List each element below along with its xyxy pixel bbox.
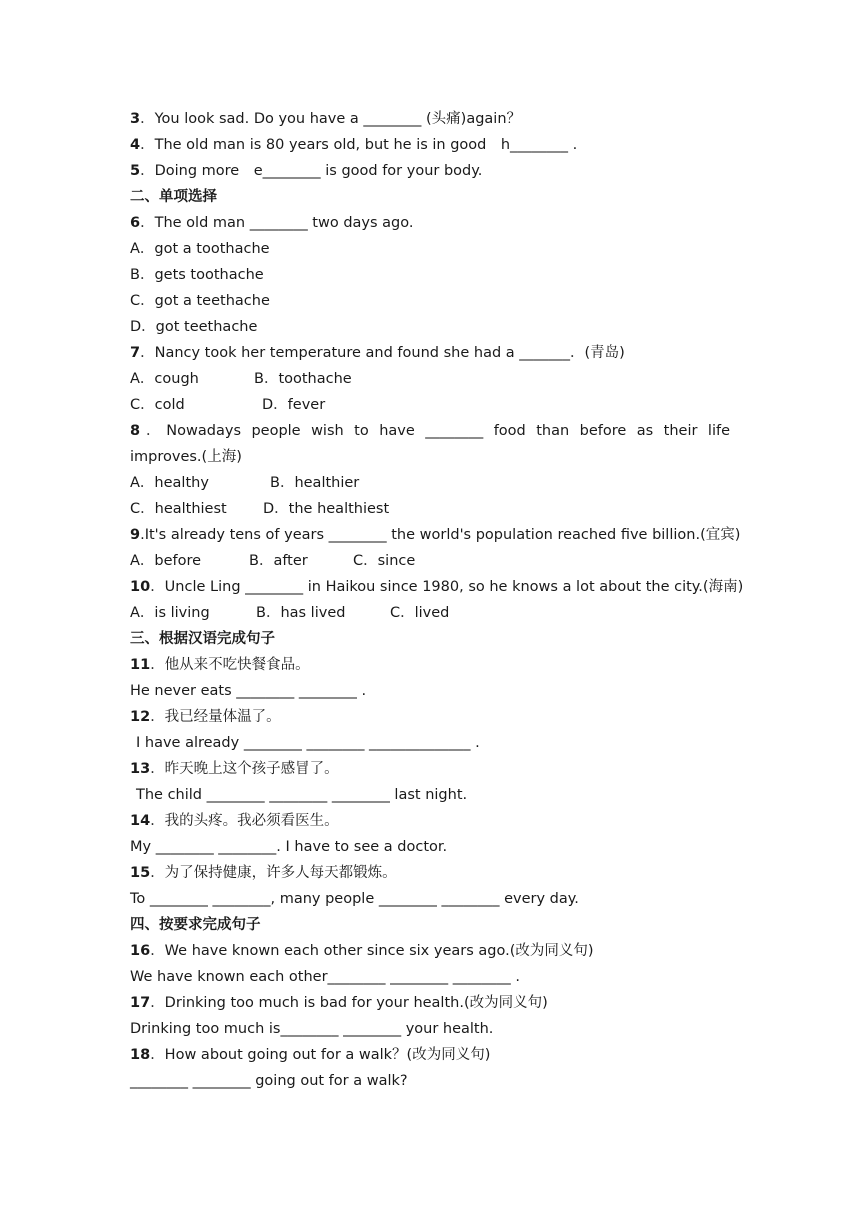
q10-option-a: A．is living — [130, 605, 210, 621]
q6-option-c: C．got a teethache — [130, 293, 270, 309]
answer-18: ________ ________ going out for a walk? — [130, 1073, 408, 1089]
answer-13: The child ________ ________ ________ last night. — [136, 787, 468, 803]
q9-option-c: C．since — [353, 553, 416, 569]
answer-17: Drinking too much is________ ________ your health. — [130, 1021, 494, 1037]
q9-option-a: A．before — [130, 553, 202, 569]
answer-16: We have known each other________ ________ ________ . — [130, 969, 520, 985]
answer-12: I have already ________ ________ ______________ . — [136, 735, 480, 751]
q7-option-c: C．cold — [130, 397, 185, 413]
q6-option-a: A．got a toothache — [130, 241, 270, 257]
section-title-rewrite: 四、按要求完成句子 — [130, 917, 261, 933]
question-15: 15．为了保持健康，许多人每天都锻炼。 — [130, 865, 397, 881]
q8-option-b: B．healthier — [270, 475, 360, 491]
question-14: 14．我的头疼。我必须看医生。 — [130, 813, 339, 829]
q8-options-row-2 — [130, 496, 730, 522]
question-16: 16．We have known each other since six years ago.(改为同义句) — [130, 943, 594, 959]
q10-option-b: B．has lived — [256, 605, 346, 621]
section-title-translation: 三、根据汉语完成句子 — [130, 631, 275, 647]
section-title-multiple-choice: 二、单项选择 — [130, 189, 217, 205]
q7-option-a: A．cough — [130, 371, 199, 387]
q9-option-b: B．after — [249, 553, 308, 569]
answer-11: He never eats ________ ________ . — [130, 683, 367, 699]
q7-options-row-1 — [130, 366, 730, 392]
answer-15: To ________ ________, many people ________ ________ every day. — [130, 891, 579, 907]
q9-options — [130, 548, 730, 574]
q10-option-c: C．lived — [390, 605, 450, 621]
question-8: 8．Nowadays people wish to have ________ food than before as their life improves.(上海) — [130, 423, 730, 465]
q10-options — [130, 600, 730, 626]
q7-option-b: B．toothache — [254, 371, 352, 387]
q8-options-row-1 — [130, 470, 730, 496]
question-10: 10．Uncle Ling ________ in Haikou since 1980, so he knows a lot about the city.(海南) — [130, 579, 744, 595]
question-3: 3．You look sad. Do you have a ________ (头痛)again？ — [130, 111, 522, 127]
question-9: 9.It's already tens of years ________ the world's population reached five billion.(宜宾) — [130, 527, 741, 543]
question-4: 4．The old man is 80 years old, but he is in good h________ . — [130, 137, 578, 153]
q6-option-d: D．got teethache — [130, 319, 258, 335]
question-17: 17．Drinking too much is bad for your health.(改为同义句) — [130, 995, 548, 1011]
q8-option-d: D．the healthiest — [263, 501, 390, 517]
question-7: 7．Nancy took her temperature and found she had a _______．(青岛) — [130, 345, 625, 361]
q7-options-row-2 — [130, 392, 730, 418]
question-11: 11．他从来不吃快餐食品。 — [130, 657, 310, 673]
question-13: 13．昨天晚上这个孩子感冒了。 — [130, 761, 339, 777]
question-12: 12．我已经量体温了。 — [130, 709, 281, 725]
question-18: 18．How about going out for a walk？(改为同义句) — [130, 1047, 491, 1063]
answer-14: My ________ ________. I have to see a doctor. — [130, 839, 448, 855]
q8-option-c: C．healthiest — [130, 501, 227, 517]
q7-option-d: D．fever — [262, 397, 326, 413]
q8-option-a: A．healthy — [130, 475, 209, 491]
q6-option-b: B．gets toothache — [130, 267, 264, 283]
question-5: 5．Doing more e________ is good for your body. — [130, 163, 483, 179]
question-6: 6．The old man ________ two days ago. — [130, 215, 414, 231]
